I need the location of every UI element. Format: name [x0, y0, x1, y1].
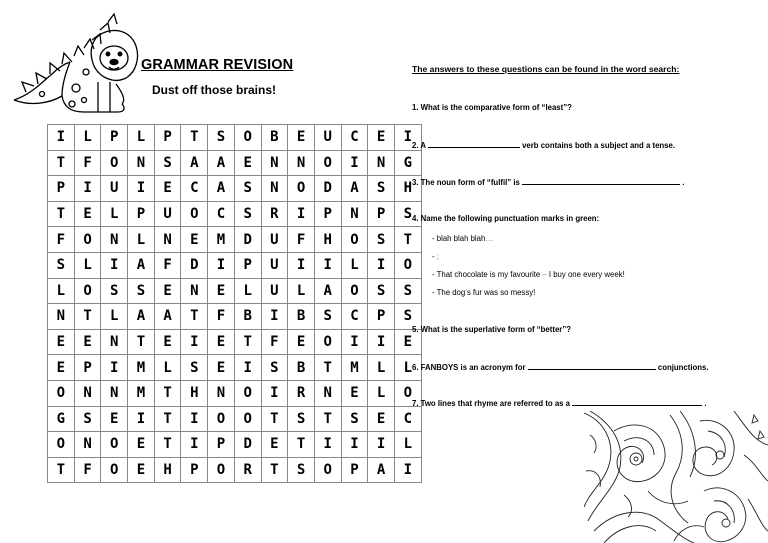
grid-row	[48, 380, 422, 406]
grid-cell[interactable]: N	[261, 150, 288, 176]
question-4: 4. Name the following punctuation marks in green:	[412, 214, 600, 223]
grid-cell[interactable]: P	[368, 304, 395, 330]
question-2-start: 2. A	[412, 141, 426, 150]
grid-cell[interactable]: T	[181, 304, 208, 330]
grid-cell[interactable]: U	[154, 201, 181, 227]
grid-cell[interactable]: E	[128, 457, 155, 483]
question-6-start: 6. FANBOYS is an acronym for	[412, 363, 526, 372]
grid-cell[interactable]: S	[128, 278, 155, 304]
grid-cell[interactable]: I	[368, 432, 395, 458]
grid-cell[interactable]: S	[394, 304, 421, 330]
grid-cell[interactable]: C	[208, 201, 235, 227]
grid-cell[interactable]: E	[208, 278, 235, 304]
grid-cell[interactable]: N	[208, 380, 235, 406]
grid-cell[interactable]: I	[314, 432, 341, 458]
grid-cell[interactable]: O	[234, 406, 261, 432]
grid-cell[interactable]: P	[154, 125, 181, 151]
grid-cell[interactable]: C	[341, 125, 368, 151]
grid-cell[interactable]: L	[154, 355, 181, 381]
answer-blank-3[interactable]	[522, 177, 680, 185]
grid-cell[interactable]: C	[181, 176, 208, 202]
grid-cell[interactable]: M	[208, 227, 235, 253]
grid-cell[interactable]: I	[48, 125, 75, 151]
grid-cell[interactable]: L	[394, 355, 421, 381]
grid-cell[interactable]: L	[128, 125, 155, 151]
grid-cell[interactable]: S	[48, 252, 75, 278]
grid-cell[interactable]: E	[234, 150, 261, 176]
grid-row	[48, 227, 422, 253]
grid-cell[interactable]: O	[234, 125, 261, 151]
grid-cell[interactable]: T	[288, 432, 315, 458]
grid-cell[interactable]: G	[394, 150, 421, 176]
grid-cell[interactable]: L	[101, 201, 128, 227]
grid-cell[interactable]: O	[48, 432, 75, 458]
grid-cell[interactable]: T	[314, 355, 341, 381]
example-text: I buy one every week!	[546, 270, 625, 279]
grid-cell[interactable]: O	[234, 380, 261, 406]
grid-cell[interactable]: D	[234, 227, 261, 253]
grid-cell[interactable]: B	[234, 304, 261, 330]
grid-cell[interactable]: E	[394, 329, 421, 355]
grid-cell[interactable]: C	[394, 406, 421, 432]
grid-row	[48, 252, 422, 278]
grid-cell[interactable]: R	[288, 380, 315, 406]
grid-cell[interactable]: A	[181, 150, 208, 176]
grid-cell[interactable]: E	[74, 201, 101, 227]
question-3-start: 3. The noun form of “fulfil” is	[412, 178, 520, 187]
grid-cell[interactable]: N	[288, 150, 315, 176]
grid-cell[interactable]: O	[288, 176, 315, 202]
example-text: - The dog	[432, 288, 466, 297]
question-1: 1. What is the comparative form of “least”?	[412, 103, 572, 112]
grid-cell[interactable]: N	[368, 150, 395, 176]
green-punctuation-mark: ;	[436, 252, 439, 261]
grid-cell[interactable]: L	[288, 278, 315, 304]
grid-cell[interactable]: T	[181, 125, 208, 151]
question-6	[412, 362, 709, 372]
grid-cell[interactable]: N	[261, 176, 288, 202]
grid-cell[interactable]: A	[154, 304, 181, 330]
grid-cell[interactable]: P	[208, 432, 235, 458]
question-2	[412, 140, 675, 150]
grid-cell[interactable]: O	[314, 457, 341, 483]
grid-cell[interactable]: D	[234, 432, 261, 458]
grid-cell[interactable]: F	[208, 304, 235, 330]
grid-cell[interactable]: E	[181, 227, 208, 253]
grid-cell[interactable]: O	[208, 457, 235, 483]
grid-cell[interactable]: I	[128, 176, 155, 202]
grid-cell[interactable]: F	[154, 252, 181, 278]
grid-cell[interactable]: I	[394, 125, 421, 151]
grid-cell[interactable]: M	[128, 355, 155, 381]
grid-cell[interactable]: B	[288, 304, 315, 330]
grid-cell[interactable]: I	[74, 176, 101, 202]
grid-cell[interactable]: T	[261, 406, 288, 432]
grid-cell[interactable]: A	[341, 176, 368, 202]
grid-cell[interactable]: I	[181, 432, 208, 458]
grid-cell[interactable]: G	[48, 406, 75, 432]
dinosaur-dog-icon	[12, 12, 142, 120]
grid-cell[interactable]: I	[128, 406, 155, 432]
punctuation-example-4	[432, 288, 535, 297]
grid-cell[interactable]: A	[368, 457, 395, 483]
grid-cell[interactable]: L	[341, 252, 368, 278]
grid-cell[interactable]: S	[154, 150, 181, 176]
grid-cell[interactable]: E	[154, 329, 181, 355]
grid-cell[interactable]: S	[368, 176, 395, 202]
grid-cell[interactable]: L	[394, 432, 421, 458]
grid-cell[interactable]: E	[101, 406, 128, 432]
grid-cell[interactable]: M	[128, 380, 155, 406]
grid-cell[interactable]: D	[314, 176, 341, 202]
grid-cell[interactable]: T	[154, 432, 181, 458]
grid-cell[interactable]: S	[234, 176, 261, 202]
grid-cell[interactable]: N	[181, 278, 208, 304]
grid-cell[interactable]: M	[341, 355, 368, 381]
grid-cell[interactable]: E	[208, 355, 235, 381]
grid-cell[interactable]: I	[101, 355, 128, 381]
grid-cell[interactable]: P	[368, 201, 395, 227]
grid-cell[interactable]: I	[208, 252, 235, 278]
grid-cell[interactable]: E	[368, 406, 395, 432]
page-title: GRAMMAR REVISION	[141, 57, 294, 73]
grid-cell[interactable]: I	[368, 329, 395, 355]
grid-cell[interactable]: P	[128, 201, 155, 227]
grid-cell[interactable]: N	[101, 329, 128, 355]
grid-cell[interactable]: T	[48, 201, 75, 227]
grid-row	[48, 432, 422, 458]
punctuation-example-2	[432, 252, 439, 261]
grid-cell[interactable]: I	[368, 252, 395, 278]
grid-row	[48, 304, 422, 330]
grid-cell[interactable]: O	[394, 380, 421, 406]
grid-row	[48, 201, 422, 227]
grid-cell[interactable]: A	[208, 176, 235, 202]
grid-cell[interactable]: E	[48, 355, 75, 381]
grid-cell[interactable]: P	[101, 125, 128, 151]
grid-cell[interactable]: O	[74, 278, 101, 304]
grid-cell[interactable]: A	[128, 252, 155, 278]
green-punctuation-mark: ’	[465, 288, 467, 297]
grid-cell[interactable]: L	[101, 304, 128, 330]
grid-cell[interactable]: E	[128, 432, 155, 458]
grid-cell[interactable]: S	[234, 201, 261, 227]
grid-cell[interactable]: N	[74, 380, 101, 406]
grid-cell[interactable]: S	[314, 304, 341, 330]
grid-cell[interactable]: R	[234, 457, 261, 483]
grid-cell[interactable]: S	[368, 278, 395, 304]
grid-cell[interactable]: I	[314, 252, 341, 278]
grid-row	[48, 329, 422, 355]
grid-cell[interactable]: O	[101, 150, 128, 176]
grid-cell[interactable]: I	[288, 201, 315, 227]
grid-row	[48, 355, 422, 381]
grid-cell[interactable]: T	[128, 329, 155, 355]
grid-cell[interactable]: L	[128, 227, 155, 253]
green-punctuation-mark: …	[485, 234, 494, 243]
grid-cell[interactable]: S	[261, 355, 288, 381]
grid-cell[interactable]: F	[48, 227, 75, 253]
grid-cell[interactable]: B	[288, 355, 315, 381]
grid-cell[interactable]: F	[74, 457, 101, 483]
grid-cell[interactable]: L	[368, 355, 395, 381]
grid-cell[interactable]: A	[314, 278, 341, 304]
grid-cell[interactable]: O	[74, 227, 101, 253]
example-text: -	[432, 252, 437, 261]
grid-cell[interactable]: E	[341, 380, 368, 406]
grid-cell[interactable]: S	[394, 278, 421, 304]
grid-cell[interactable]: E	[208, 329, 235, 355]
grid-cell[interactable]: E	[261, 432, 288, 458]
grid-cell[interactable]: E	[48, 329, 75, 355]
grid-cell[interactable]: I	[394, 457, 421, 483]
grid-cell[interactable]: T	[234, 329, 261, 355]
grid-cell[interactable]: T	[154, 406, 181, 432]
question-2-end: verb contains both a subject and a tense.	[522, 141, 676, 150]
grid-cell[interactable]: E	[74, 329, 101, 355]
grid-cell[interactable]: P	[234, 252, 261, 278]
question-7-start: 7. Two lines that rhyme are referred to as a	[412, 399, 571, 408]
grid-cell[interactable]: P	[181, 457, 208, 483]
grid-cell[interactable]: E	[288, 125, 315, 151]
grid-row	[48, 150, 422, 176]
questions-heading: The answers to these questions can be found in the word search:	[412, 64, 680, 74]
grid-cell[interactable]: I	[181, 329, 208, 355]
green-punctuation-mark: –	[542, 270, 547, 279]
grid-cell[interactable]: I	[288, 252, 315, 278]
grid-cell[interactable]: I	[341, 150, 368, 176]
grid-cell[interactable]: U	[261, 252, 288, 278]
grid-cell[interactable]: O	[101, 432, 128, 458]
answer-blank-7[interactable]	[572, 398, 702, 406]
grid-cell[interactable]: O	[341, 227, 368, 253]
grid-cell[interactable]: L	[368, 380, 395, 406]
example-text: - blah blah blah	[432, 234, 486, 243]
grid-cell[interactable]: T	[74, 304, 101, 330]
grid-cell[interactable]: N	[314, 380, 341, 406]
question-3-end: .	[682, 178, 685, 187]
grid-cell[interactable]: C	[341, 304, 368, 330]
grid-cell[interactable]: O	[208, 406, 235, 432]
grid-cell[interactable]: N	[74, 432, 101, 458]
grid-cell[interactable]: E	[154, 278, 181, 304]
grid-cell[interactable]: P	[314, 201, 341, 227]
grid-cell[interactable]: S	[288, 406, 315, 432]
grid-cell[interactable]: E	[154, 176, 181, 202]
word-search-grid	[47, 124, 422, 483]
question-5: 5. What is the superlative form of “better”?	[412, 325, 571, 334]
question-7	[412, 398, 707, 408]
grid-cell[interactable]: F	[74, 150, 101, 176]
grid-cell[interactable]: S	[368, 227, 395, 253]
grid-row	[48, 278, 422, 304]
grid-cell[interactable]: H	[394, 176, 421, 202]
grid-cell[interactable]: I	[341, 329, 368, 355]
grid-cell[interactable]: S	[288, 457, 315, 483]
grid-cell[interactable]: O	[341, 278, 368, 304]
example-text: s fur was so messy!	[466, 288, 536, 297]
question-7-end: .	[704, 399, 707, 408]
grid-cell[interactable]: O	[181, 201, 208, 227]
grid-cell[interactable]: T	[261, 457, 288, 483]
grid-cell[interactable]: F	[288, 227, 315, 253]
grid-row	[48, 457, 422, 483]
grid-cell[interactable]: L	[48, 278, 75, 304]
grid-row	[48, 125, 422, 151]
grid-cell[interactable]: T	[394, 227, 421, 253]
grid-cell[interactable]: N	[101, 380, 128, 406]
grid-cell[interactable]: E	[288, 329, 315, 355]
punctuation-example-3	[432, 270, 625, 279]
example-text: - That chocolate is my favourite	[432, 270, 543, 279]
grid-cell[interactable]: L	[234, 278, 261, 304]
grid-cell[interactable]: L	[74, 252, 101, 278]
grid-cell[interactable]: S	[341, 406, 368, 432]
paisley-coloring-icon	[584, 411, 768, 543]
grid-cell[interactable]: T	[314, 406, 341, 432]
grid-cell[interactable]: P	[341, 457, 368, 483]
grid-cell[interactable]: R	[261, 201, 288, 227]
grid-cell[interactable]: N	[154, 227, 181, 253]
grid-cell[interactable]: H	[181, 380, 208, 406]
grid-cell[interactable]: I	[181, 406, 208, 432]
answer-blank-2[interactable]	[428, 140, 520, 148]
question-6-end: conjunctions.	[657, 363, 709, 372]
question-3	[412, 177, 684, 187]
answer-blank-6[interactable]	[528, 362, 656, 370]
grid-cell[interactable]: D	[181, 252, 208, 278]
grid-cell[interactable]: U	[101, 176, 128, 202]
grid-cell[interactable]: I	[261, 380, 288, 406]
grid-cell[interactable]: I	[341, 432, 368, 458]
grid-cell[interactable]: O	[314, 150, 341, 176]
grid-cell[interactable]: B	[261, 125, 288, 151]
grid-cell[interactable]: O	[394, 252, 421, 278]
grid-cell[interactable]: S	[394, 201, 421, 227]
grid-cell[interactable]: H	[154, 457, 181, 483]
page-subtitle: Dust off those brains!	[152, 83, 277, 97]
grid-cell[interactable]: O	[101, 457, 128, 483]
grid-cell[interactable]: U	[314, 125, 341, 151]
grid-cell[interactable]: P	[48, 176, 75, 202]
grid-cell[interactable]: N	[341, 201, 368, 227]
grid-cell[interactable]: I	[234, 355, 261, 381]
grid-cell[interactable]: N	[128, 150, 155, 176]
grid-cell[interactable]: I	[101, 252, 128, 278]
grid-cell[interactable]: O	[48, 380, 75, 406]
grid-cell[interactable]: U	[261, 227, 288, 253]
grid-cell[interactable]: O	[314, 329, 341, 355]
grid-cell[interactable]: T	[48, 457, 75, 483]
punctuation-example-1	[432, 234, 493, 243]
grid-cell[interactable]: S	[208, 125, 235, 151]
grid-cell[interactable]: T	[154, 380, 181, 406]
grid-cell[interactable]: F	[261, 329, 288, 355]
grid-cell[interactable]: U	[261, 278, 288, 304]
grid-cell[interactable]: S	[181, 355, 208, 381]
grid-cell[interactable]: P	[74, 355, 101, 381]
grid-row	[48, 406, 422, 432]
grid-cell[interactable]: A	[208, 150, 235, 176]
grid-cell[interactable]: A	[128, 304, 155, 330]
grid-cell[interactable]: S	[74, 406, 101, 432]
grid-cell[interactable]: T	[48, 150, 75, 176]
grid-cell[interactable]: I	[261, 304, 288, 330]
grid-row	[48, 176, 422, 202]
grid-cell[interactable]: N	[101, 227, 128, 253]
grid-cell[interactable]: L	[74, 125, 101, 151]
grid-cell[interactable]: S	[101, 278, 128, 304]
grid-cell[interactable]: E	[368, 125, 395, 151]
grid-cell[interactable]: N	[48, 304, 75, 330]
grid-cell[interactable]: H	[314, 227, 341, 253]
